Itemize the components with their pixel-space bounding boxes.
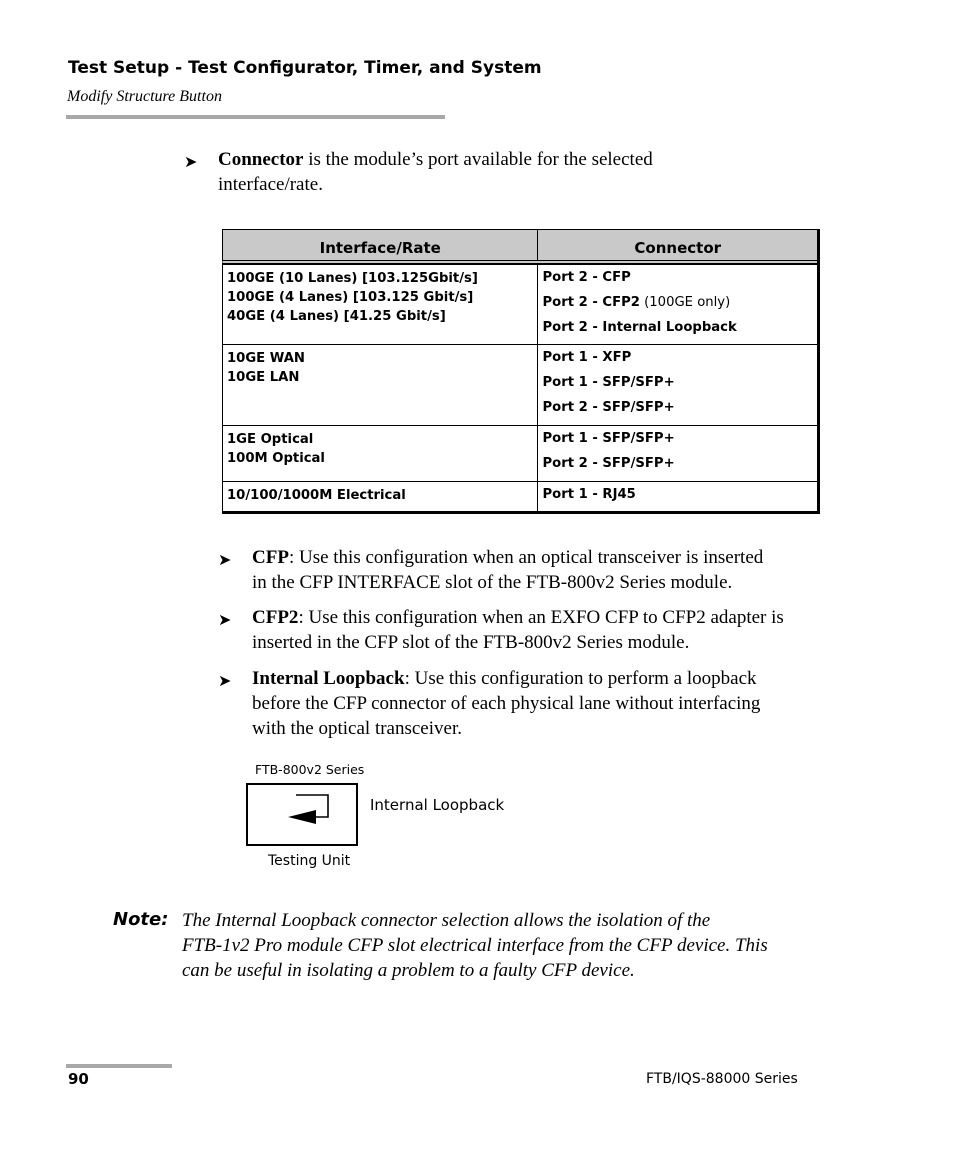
interface-cell [223, 426, 538, 481]
table-row [222, 344, 817, 425]
cfp2-bullet [218, 605, 832, 655]
testing-unit-box [246, 783, 358, 846]
connector-value: Port 2 - CFP2 (100GE only) [542, 295, 731, 310]
connector-bullet [184, 147, 778, 197]
interface-value: 40GE (4 Lanes) [41.25 Gbit/s] [227, 309, 446, 324]
loopback-arrow-icon [248, 785, 356, 844]
note-line: FTB-1v2 Pro module CFP slot electrical interface from the CFP device. This [182, 935, 768, 956]
arrowhead-bullet-icon: ➤ [218, 671, 232, 690]
bullet-text: : Use this configuration when an optical transceiver is inserted [288, 547, 764, 568]
interface-value: 10GE LAN [227, 370, 300, 385]
bullet-text: : Use this configuration when an EXFO CFP to CFP2 adapter is [298, 607, 784, 628]
table-row [222, 264, 817, 344]
connector-cell [538, 426, 817, 481]
table-header-interface: Interface/Rate [223, 230, 538, 260]
connector-value: Port 1 - SFP/SFP+ [542, 375, 675, 390]
diagram-unit-label: Testing Unit [268, 853, 351, 869]
interface-value: 100M Optical [227, 451, 325, 466]
table-header-connector: Connector [634, 239, 722, 257]
interface-cell [223, 482, 538, 511]
bullet-text: inserted in the CFP slot of the FTB-800v2 Series module. [252, 632, 690, 653]
connector-value: Port 2 - SFP/SFP+ [542, 400, 675, 415]
footer-divider [66, 1064, 172, 1068]
connector-value: Port 1 - SFP/SFP+ [542, 431, 675, 446]
arrowhead-bullet-icon: ➤ [218, 610, 232, 629]
connector-note: (100GE only) [639, 295, 731, 310]
bullet-term: CFP2 [252, 607, 299, 628]
internal-loopback-bullet [218, 666, 832, 741]
page-number: 90 [68, 1070, 89, 1088]
note-text [182, 908, 832, 983]
bullet-term: CFP [252, 547, 289, 568]
note-label: Note: [113, 909, 169, 930]
diagram-module-label: FTB-800v2 Series [255, 762, 365, 777]
interface-value: 100GE (4 Lanes) [103.125 Gbit/s] [227, 290, 474, 305]
interface-cell [223, 345, 538, 425]
connector-table [222, 229, 820, 514]
connector-cell [538, 482, 817, 511]
connector-value: Port 2 - CFP [542, 270, 631, 285]
interface-value: 10GE WAN [227, 351, 305, 366]
arrowhead-bullet-icon: ➤ [184, 152, 198, 171]
bullet-term: Connector [218, 149, 304, 170]
bullet-text: interface/rate. [218, 174, 323, 195]
note-line: The Internal Loopback connector selection allows the isolation of the [182, 910, 711, 931]
interface-value: 100GE (10 Lanes) [103.125Gbit/s] [227, 271, 478, 286]
connector-value: Port 1 - RJ45 [542, 487, 636, 502]
section-title: Test Setup - Test Configurator, Timer, and System [68, 58, 542, 78]
connector-cell [538, 345, 817, 425]
note-line: can be useful in isolating a problem to a faulty CFP device. [182, 960, 635, 981]
diagram-loopback-label: Internal Loopback [370, 796, 505, 814]
bullet-text: with the optical transceiver. [252, 718, 462, 739]
bullet-text: is the module’s port available for the selected [303, 149, 653, 170]
table-row [222, 481, 817, 511]
bullet-term: Internal Loopback [252, 668, 405, 689]
table-header-row [222, 229, 817, 264]
section-subtitle: Modify Structure Button [67, 88, 222, 105]
interface-cell [223, 265, 538, 344]
footer-product-name: FTB/IQS-88000 Series [646, 1071, 798, 1087]
table-row [222, 425, 817, 481]
bullet-text: in the CFP INTERFACE slot of the FTB-800v2 Series module. [252, 572, 733, 593]
connector-cell [538, 265, 817, 344]
connector-value: Port 2 - Internal Loopback [542, 320, 737, 335]
connector-value: Port 1 - XFP [542, 350, 632, 365]
connector-value: Port 2 - SFP/SFP+ [542, 456, 675, 471]
bullet-text: before the CFP connector of each physical lane without interfacing [252, 693, 761, 714]
arrowhead-bullet-icon: ➤ [218, 550, 232, 569]
interface-value: 1GE Optical [227, 432, 314, 447]
interface-value: 10/100/1000M Electrical [227, 488, 406, 503]
bullet-text: : Use this configuration to perform a loopback [404, 668, 757, 689]
cfp-bullet [218, 545, 832, 595]
header-divider [66, 115, 445, 119]
